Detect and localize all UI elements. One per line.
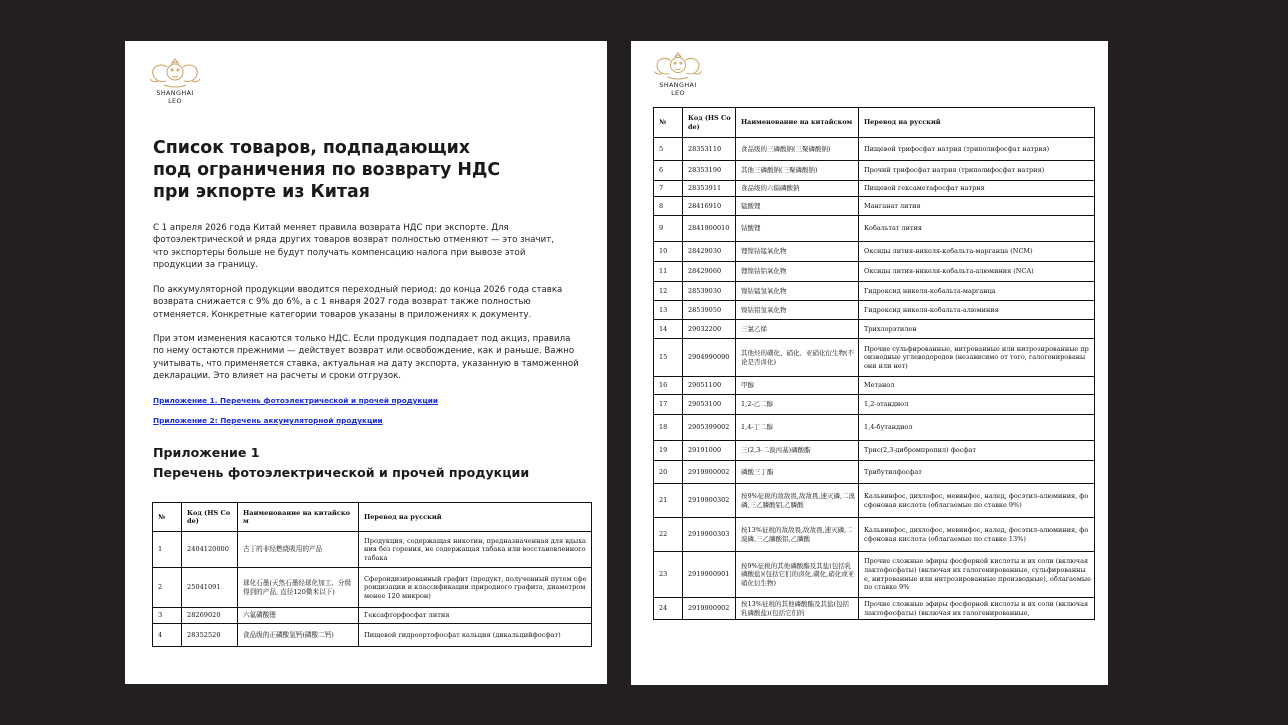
cell-hs-code: 2919900901: [683, 552, 736, 598]
cell-russian-translation: Метанол: [859, 377, 1095, 395]
title-line: Список товаров, подпадающих: [153, 138, 470, 158]
cell-russian-translation: Прочие сложные эфиры фосфорной кислоты и их соли (включая лактофосфаты) (включая их галогенированные, сульфированные, нитрованные или нитрозированные производные), облагаемые по ставке 9%: [859, 552, 1095, 598]
cell-russian-translation: Кальвинфос, дихлофос, мевинфос, налед, фосэтил-алюминия, фосфоновая кислота (облагаемые по ставке 9%): [859, 484, 1095, 518]
appendix-1-link[interactable]: Приложение 1. Перечень фотоэлектрической и прочей продукции: [153, 396, 439, 405]
cell-hs-code: 2904990090: [683, 339, 736, 377]
cell-chinese-name: 食品级的六偏磷酸钠: [736, 181, 859, 197]
cell-chinese-name: 1,2-乙二醇: [736, 395, 859, 415]
table-row: [654, 598, 1095, 620]
cell-number: 16: [654, 377, 683, 395]
cell-number: 7: [654, 181, 683, 197]
table-row: [153, 608, 592, 624]
cell-russian-translation: Гексафторфосфат лития: [359, 608, 592, 624]
cell-number: 12: [654, 282, 683, 301]
cell-russian-translation: Прочие сульфированные, нитрованные или нитрозированные производные углеводородов (независимо от того, галогенированы они или нет): [859, 339, 1095, 377]
appendix-2-link[interactable]: Приложение 2: Перечень аккумуляторной продукции: [153, 416, 383, 425]
cell-hs-code: 28429060: [683, 262, 736, 282]
cell-chinese-name: 其他三磷酸钠(三聚磷酸钠): [736, 161, 859, 181]
paragraph-line: возврата снижается с 9% до 6%, а с 1 января 2027 года возврат также полностью: [153, 297, 531, 308]
cell-chinese-name: 甲醇: [736, 377, 859, 395]
appendix-heading-line: Приложение 1: [153, 445, 260, 460]
table-row: [654, 552, 1095, 598]
logo-text-line2: LEO: [168, 97, 182, 105]
table-row: [654, 484, 1095, 518]
paragraph-line: По аккумуляторной продукции вводится переходный период: до конца 2026 года ставка: [153, 285, 563, 295]
cell-hs-code: 28352520: [182, 624, 238, 647]
company-logo: [145, 55, 205, 105]
cell-chinese-name: 其他烃的磺化、硝化、亚硝化衍生物(不论是否卤化): [736, 339, 859, 377]
cell-hs-code: 2919900002: [683, 461, 736, 484]
lion-crest-icon: [146, 55, 204, 89]
lion-crest-icon: [649, 49, 707, 81]
header-cell-code: Код (HS Code): [683, 108, 736, 138]
cell-chinese-name: 六氟磷酸锂: [238, 608, 359, 624]
paragraph-line: продукции за границу.: [153, 259, 258, 270]
cell-number: 24: [654, 598, 683, 620]
table-row: [654, 395, 1095, 415]
appendix-1-table: [152, 502, 592, 647]
cell-chinese-name: 三(2,3-二溴丙基)磷酸酯: [736, 441, 859, 461]
table-row: [153, 624, 592, 647]
cell-russian-translation: Сфероидизированный графит (продукт, полученный путем сфероидизации и классификации природного графита, диаметром менее 120 микрон): [359, 568, 592, 608]
appendix-heading: [153, 443, 529, 483]
cell-hs-code: 28539050: [683, 301, 736, 320]
table-row: [654, 242, 1095, 262]
cell-number: 9: [654, 216, 683, 242]
paragraph-line: отменяется. Конкретные категории товаров указаны в приложениях к документу.: [153, 309, 532, 320]
cell-hs-code: 29051100: [683, 377, 736, 395]
cell-russian-translation: Трибутилфосфат: [859, 461, 1095, 484]
paragraph-line: учитывать, что применяется ставка, актуальная на дату экспорта, указанную в таможенной: [153, 358, 579, 369]
table-row: [654, 161, 1095, 181]
table-row: [654, 262, 1095, 282]
cell-hs-code: 28269020: [182, 608, 238, 624]
document-page-1: [125, 41, 607, 684]
table-row: [153, 532, 592, 568]
cell-chinese-name: 按13%征税的其他磷酸酯及其盐(包括乳磷酸盐)(包括它们的: [736, 598, 859, 620]
appendix-heading-line: Перечень фотоэлектрической и прочей продукции: [153, 465, 530, 480]
table-row: [654, 320, 1095, 339]
cell-russian-translation: Пищевой трифосфат натрия (триполифосфат натрия): [859, 138, 1095, 161]
cell-number: 6: [654, 161, 683, 181]
logo-text-line1: SHANGHAI: [659, 81, 697, 89]
cell-chinese-name: 古丁的非经燃烧吸用的产品: [238, 532, 359, 568]
document-title: [153, 137, 553, 203]
header-cell-chinese: Наименование на китайском: [736, 108, 859, 138]
paragraph-line: фотоэлектрической и ряда других товаров возврат полностью отменяют — это значит,: [153, 235, 554, 246]
table-row: [654, 461, 1095, 484]
cell-chinese-name: 磷酸三丁酯: [736, 461, 859, 484]
table-row: [654, 216, 1095, 242]
cell-hs-code: 29053100: [683, 395, 736, 415]
logo-text-line1: SHANGHAI: [156, 89, 194, 97]
table-row: [654, 181, 1095, 197]
appendix-1-table-continued: [653, 107, 1095, 620]
cell-number: 22: [654, 518, 683, 552]
cell-number: 11: [654, 262, 683, 282]
table-header-row: [153, 503, 592, 532]
table-header-row: [654, 108, 1095, 138]
cell-hs-code: 28353911: [683, 181, 736, 197]
cell-number: 21: [654, 484, 683, 518]
table-row: [654, 301, 1095, 320]
cell-hs-code: 2905399002: [683, 415, 736, 441]
cell-number: 4: [153, 624, 182, 647]
document-page-2: [631, 41, 1108, 685]
battery-paragraph: [153, 284, 598, 321]
header-cell-number: №: [153, 503, 182, 532]
cell-chinese-name: 食品级的正磷酸氢钙(磷酸二钙): [238, 624, 359, 647]
cell-number: 13: [654, 301, 683, 320]
cell-hs-code: 2404120000: [182, 532, 238, 568]
cell-russian-translation: Оксиды лития-никеля-кобальта-марганца (NCM): [859, 242, 1095, 262]
cell-chinese-name: 镍钴铝氢氧化物: [736, 301, 859, 320]
cell-russian-translation: Пищевой гексаметафосфат натрия: [859, 181, 1095, 197]
cell-number: 15: [654, 339, 683, 377]
table-row: [654, 138, 1095, 161]
cell-number: 18: [654, 415, 683, 441]
cell-chinese-name: 钴酸锂: [736, 216, 859, 242]
cell-hs-code: 2919900302: [683, 484, 736, 518]
title-line: под ограничения по возврату НДС: [153, 160, 501, 180]
cell-number: 14: [654, 320, 683, 339]
cell-russian-translation: 1,4-бутандиол: [859, 415, 1095, 441]
excise-paragraph: [153, 333, 598, 382]
cell-chinese-name: 1,4-丁二醇: [736, 415, 859, 441]
header-cell-russian: Перевод на русский: [859, 108, 1095, 138]
cell-russian-translation: Трихлорэтилен: [859, 320, 1095, 339]
cell-number: 19: [654, 441, 683, 461]
paragraph-line: что экспортеры больше не будут получать компенсацию налога при вывозе этой: [153, 247, 526, 258]
cell-hs-code: 29032200: [683, 320, 736, 339]
header-cell-russian: Перевод на русский: [359, 503, 592, 532]
cell-hs-code: 28353190: [683, 161, 736, 181]
cell-chinese-name: 球化石墨(天然石墨经球化加工、分级得到的产品, 直径120微米以下): [238, 568, 359, 608]
cell-number: 5: [654, 138, 683, 161]
cell-russian-translation: Прочий трифосфат натрия (триполифосфат натрия): [859, 161, 1095, 181]
cell-number: 20: [654, 461, 683, 484]
cell-hs-code: 28353110: [683, 138, 736, 161]
company-logo: [648, 49, 708, 97]
cell-hs-code: 2841900010: [683, 216, 736, 242]
cell-number: 3: [153, 608, 182, 624]
cell-chinese-name: 三氯乙烯: [736, 320, 859, 339]
cell-russian-translation: Трис(2,3-дибромпропил) фосфат: [859, 441, 1095, 461]
table-row: [153, 568, 592, 608]
cell-number: 2: [153, 568, 182, 608]
intro-paragraph: [153, 222, 598, 271]
cell-chinese-name: 食品级的三磷酸钠(三聚磷酸钠): [736, 138, 859, 161]
cell-russian-translation: Манганат лития: [859, 197, 1095, 216]
table-row: [654, 339, 1095, 377]
cell-chinese-name: 锰酸锂: [736, 197, 859, 216]
paragraph-line: С 1 апреля 2026 года Китай меняет правила возврата НДС при экспорте. Для: [153, 223, 509, 233]
table-row: [654, 518, 1095, 552]
cell-chinese-name: 按9%征税的其他磷酸酯及其盐(包括乳磷酸盐)(包括它们的卤化,磺化,硝化或亚硝化衍生物): [736, 552, 859, 598]
cell-russian-translation: Продукция, содержащая никотин, предназначенная для вдыхания без горения, не содержащая табака или восстановленного табака: [359, 532, 592, 568]
cell-russian-translation: Кальвинфос, дихлофос, мевинфос, налед, фосэтил-алюминия, фосфоновая кислота (облагаемые по ставке 13%): [859, 518, 1095, 552]
table-row: [654, 377, 1095, 395]
cell-number: 1: [153, 532, 182, 568]
paragraph-line: При этом изменения касаются только НДС. Если продукция подпадает под акциз, правила: [153, 334, 571, 344]
table-row: [654, 415, 1095, 441]
header-cell-chinese: Наименование на китайском: [238, 503, 359, 532]
logo-text-line2: LEO: [671, 89, 685, 97]
cell-russian-translation: Оксиды лития-никеля-кобальта-алюминия (NCA): [859, 262, 1095, 282]
cell-hs-code: 2919900303: [683, 518, 736, 552]
cell-russian-translation: Гидроксид никеля-кобальта-алюминия: [859, 301, 1095, 320]
cell-hs-code: 25041091: [182, 568, 238, 608]
cell-number: 10: [654, 242, 683, 262]
cell-russian-translation: Пищевой гидроортофосфат кальция (дикальцийфосфат): [359, 624, 592, 647]
table-row: [654, 282, 1095, 301]
cell-hs-code: 29191000: [683, 441, 736, 461]
cell-hs-code: 28416910: [683, 197, 736, 216]
cell-number: 23: [654, 552, 683, 598]
cell-number: 8: [654, 197, 683, 216]
cell-russian-translation: Кобальтат лития: [859, 216, 1095, 242]
cell-russian-translation: 1,2-этандиол: [859, 395, 1095, 415]
header-cell-code: Код (HS Code): [182, 503, 238, 532]
cell-russian-translation: Прочие сложные эфиры фосфорной кислоты и их соли (включая лактофосфаты) (включая их галогенированные,: [859, 598, 1095, 620]
table-row: [654, 441, 1095, 461]
cell-hs-code: 28539030: [683, 282, 736, 301]
cell-chinese-name: 锂镍钴锰氧化物: [736, 242, 859, 262]
cell-chinese-name: 按13%征税的敌敌畏,敌敌畏,速灭磷,二溴磷,三乙膦酸铝,乙膦酸: [736, 518, 859, 552]
cell-russian-translation: Гидроксид никеля-кобальта-марганца: [859, 282, 1095, 301]
header-cell-number: №: [654, 108, 683, 138]
cell-chinese-name: 锂镍钴铝氧化物: [736, 262, 859, 282]
cell-chinese-name: 镍钴锰氢氧化物: [736, 282, 859, 301]
paragraph-line: декларации. Это влияет на расчеты и сроки отгрузок.: [153, 370, 401, 381]
cell-hs-code: 28429030: [683, 242, 736, 262]
cell-chinese-name: 按9%征税的敌敌畏,敌敌畏,速灭磷,二溴磷,三乙膦酸铝,乙膦酸: [736, 484, 859, 518]
cell-hs-code: 2919900902: [683, 598, 736, 620]
paragraph-line: по нему остаются прежними — действует возврат или освобождение, как и раньше. Важно: [153, 346, 575, 357]
cell-number: 17: [654, 395, 683, 415]
table-row: [654, 197, 1095, 216]
title-line: при экпорте из Китая: [153, 182, 370, 202]
